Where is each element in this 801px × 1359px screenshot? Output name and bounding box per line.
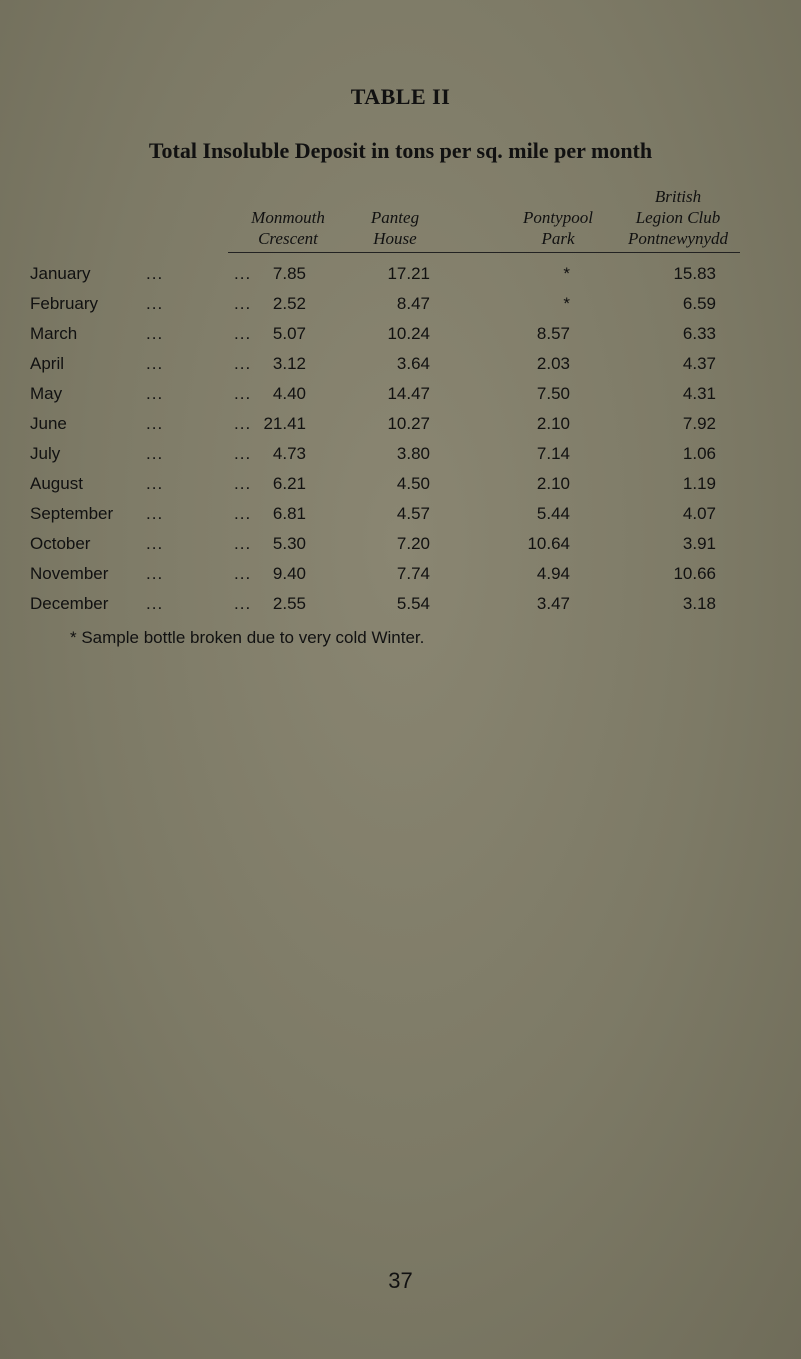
month-label: April bbox=[30, 354, 65, 373]
table-row bbox=[0, 414, 801, 444]
table-row bbox=[0, 594, 801, 624]
table-row bbox=[0, 474, 801, 504]
leader-dots: ... bbox=[146, 564, 164, 583]
table-label: TABLE II bbox=[350, 84, 451, 109]
header-divider bbox=[228, 252, 740, 253]
value-monmouth-crescent: 9.40 bbox=[272, 564, 306, 583]
value-british-legion-club: 3.18 bbox=[682, 594, 716, 613]
value-panteg-house: 4.50 bbox=[396, 474, 430, 493]
value-british-legion-club: 6.59 bbox=[682, 294, 716, 313]
column-header-line: Pontnewynydd bbox=[627, 229, 729, 248]
value-pontypool-park: 5.44 bbox=[536, 504, 570, 523]
value-pontypool-park: 7.50 bbox=[536, 384, 570, 403]
value-british-legion-club: 3.91 bbox=[682, 534, 716, 553]
column-header-line: Park bbox=[541, 229, 575, 248]
column-header-line: Panteg bbox=[370, 208, 420, 227]
value-pontypool-park: 7.14 bbox=[536, 444, 570, 463]
value-monmouth-crescent: 5.30 bbox=[272, 534, 306, 553]
leader-dots: ... bbox=[146, 414, 164, 433]
month-label: June bbox=[30, 414, 67, 433]
column-header-monmouth-crescent bbox=[228, 207, 348, 249]
value-panteg-house: 10.24 bbox=[387, 324, 430, 343]
column-header-line: British bbox=[654, 187, 702, 206]
value-monmouth-crescent: 2.52 bbox=[272, 294, 306, 313]
leader-dots: ... bbox=[146, 384, 164, 403]
value-british-legion-club: 4.31 bbox=[682, 384, 716, 403]
leader-dots: ... bbox=[146, 264, 164, 283]
month-label: October bbox=[30, 534, 91, 553]
leader-dots: ... bbox=[234, 444, 252, 463]
table-row bbox=[0, 504, 801, 534]
table-row bbox=[0, 564, 801, 594]
leader-dots: ... bbox=[234, 534, 252, 553]
value-monmouth-crescent: 21.41 bbox=[263, 414, 306, 433]
value-monmouth-crescent: 6.81 bbox=[272, 504, 306, 523]
leader-dots: ... bbox=[146, 444, 164, 463]
leader-dots: ... bbox=[146, 594, 164, 613]
value-panteg-house: 8.47 bbox=[396, 294, 430, 313]
value-pontypool-park: 4.94 bbox=[536, 564, 570, 583]
leader-dots: ... bbox=[234, 564, 252, 583]
value-pontypool-park: 10.64 bbox=[527, 534, 570, 553]
leader-dots: ... bbox=[146, 294, 164, 313]
value-monmouth-crescent: 3.12 bbox=[272, 354, 306, 373]
table-row bbox=[0, 264, 801, 294]
leader-dots: ... bbox=[234, 294, 252, 313]
value-british-legion-club: 4.07 bbox=[682, 504, 716, 523]
column-header-pontypool-park bbox=[498, 207, 618, 249]
leader-dots: ... bbox=[146, 324, 164, 343]
value-panteg-house: 3.64 bbox=[396, 354, 430, 373]
month-label: September bbox=[30, 504, 114, 523]
value-monmouth-crescent: 5.07 bbox=[272, 324, 306, 343]
value-pontypool-park: 8.57 bbox=[536, 324, 570, 343]
column-header-line: Legion Club bbox=[635, 208, 721, 227]
month-label: January bbox=[30, 264, 91, 283]
column-header-line: Crescent bbox=[258, 229, 318, 248]
month-label: July bbox=[30, 444, 61, 463]
value-panteg-house: 17.21 bbox=[387, 264, 430, 283]
value-panteg-house: 7.74 bbox=[396, 564, 430, 583]
month-label: August bbox=[30, 474, 83, 493]
value-pontypool-park: 2.10 bbox=[536, 414, 570, 433]
table-title: Total Insoluble Deposit in tons per sq. mile per month bbox=[148, 138, 653, 163]
leader-dots: ... bbox=[234, 414, 252, 433]
column-header-line: Pontypool bbox=[523, 208, 593, 227]
column-header-line: House bbox=[373, 229, 417, 248]
leader-dots: ... bbox=[234, 594, 252, 613]
leader-dots: ... bbox=[146, 474, 164, 493]
leader-dots: ... bbox=[234, 354, 252, 373]
column-header-line: Monmouth bbox=[251, 208, 325, 227]
value-monmouth-crescent: 4.40 bbox=[272, 384, 306, 403]
value-panteg-house: 10.27 bbox=[387, 414, 430, 433]
value-pontypool-park: * bbox=[563, 264, 570, 283]
value-panteg-house: 7.20 bbox=[396, 534, 430, 553]
leader-dots: ... bbox=[146, 504, 164, 523]
value-panteg-house: 3.80 bbox=[396, 444, 430, 463]
value-pontypool-park: 2.10 bbox=[536, 474, 570, 493]
page-number: 37 bbox=[388, 1268, 413, 1293]
leader-dots: ... bbox=[234, 264, 252, 283]
value-panteg-house: 14.47 bbox=[387, 384, 430, 403]
value-british-legion-club: 4.37 bbox=[682, 354, 716, 373]
table-row bbox=[0, 444, 801, 474]
month-label: February bbox=[30, 294, 99, 313]
value-british-legion-club: 1.06 bbox=[682, 444, 716, 463]
value-pontypool-park: 2.03 bbox=[536, 354, 570, 373]
leader-dots: ... bbox=[146, 534, 164, 553]
value-panteg-house: 4.57 bbox=[396, 504, 430, 523]
leader-dots: ... bbox=[234, 324, 252, 343]
value-pontypool-park: 3.47 bbox=[536, 594, 570, 613]
value-british-legion-club: 10.66 bbox=[673, 564, 716, 583]
leader-dots: ... bbox=[234, 504, 252, 523]
leader-dots: ... bbox=[146, 354, 164, 373]
value-british-legion-club: 6.33 bbox=[682, 324, 716, 343]
footnote: * Sample bottle broken due to very cold Winter. bbox=[70, 628, 425, 647]
value-monmouth-crescent: 4.73 bbox=[272, 444, 306, 463]
table-row bbox=[0, 324, 801, 354]
month-label: March bbox=[30, 324, 78, 343]
month-label: November bbox=[30, 564, 109, 583]
column-header-british-legion-club bbox=[608, 186, 748, 249]
value-british-legion-club: 7.92 bbox=[682, 414, 716, 433]
leader-dots: ... bbox=[234, 384, 252, 403]
value-british-legion-club: 15.83 bbox=[673, 264, 716, 283]
value-monmouth-crescent: 7.85 bbox=[272, 264, 306, 283]
table-row bbox=[0, 384, 801, 414]
value-monmouth-crescent: 2.55 bbox=[272, 594, 306, 613]
month-label: December bbox=[30, 594, 109, 613]
column-header-panteg-house bbox=[345, 207, 445, 249]
value-panteg-house: 5.54 bbox=[396, 594, 430, 613]
leader-dots: ... bbox=[234, 474, 252, 493]
table-row bbox=[0, 294, 801, 324]
value-british-legion-club: 1.19 bbox=[682, 474, 716, 493]
value-pontypool-park: * bbox=[563, 294, 570, 313]
value-monmouth-crescent: 6.21 bbox=[272, 474, 306, 493]
month-label: May bbox=[30, 384, 63, 403]
table-row bbox=[0, 534, 801, 564]
table-row bbox=[0, 354, 801, 384]
